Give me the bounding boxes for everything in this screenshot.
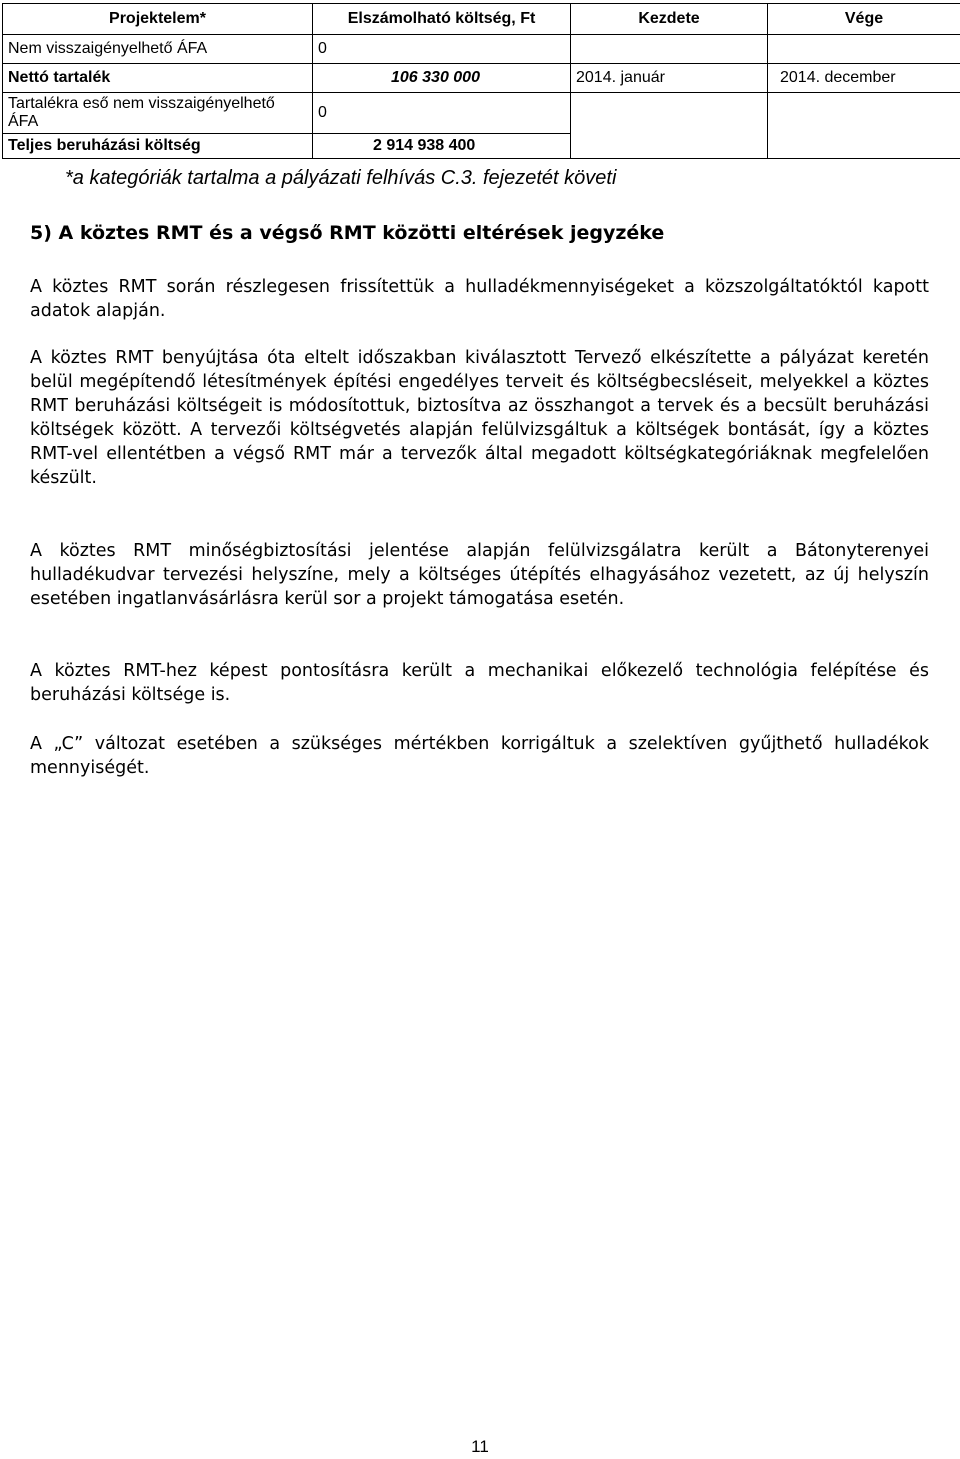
paragraph: A köztes RMT során részlegesen frissítettük a hulladékmennyiségeket a közszolgáltatóktól kapott adatok alapján. xyxy=(30,277,929,321)
row-value: 0 xyxy=(313,35,571,64)
row-start-empty xyxy=(571,134,768,159)
header-eligible-cost: Elszámolható költség, Ft xyxy=(313,4,571,35)
row-end-empty xyxy=(768,93,960,134)
header-start: Kezdete xyxy=(571,4,768,35)
table-row xyxy=(3,93,960,134)
row-end-empty xyxy=(768,35,960,64)
row-value: 0 xyxy=(313,93,571,134)
paragraph: A köztes RMT-hez képest pontosításra került a mechanikai előkezelő technológia felépítése és beruházási költsége is. xyxy=(30,661,929,705)
row-start-empty xyxy=(571,35,768,64)
paragraph: A köztes RMT benyújtása óta eltelt időszakban kiválasztott Tervező elkészítette a pályázat keretén belül megépítendő létesítmények építési engedélyes terveit és költségbecsléseit, melyekkel a köztes RMT beruházási költségeit is módosítottuk, biztosítva az összhangot a tervek és a becsült beruházási költségek között. A tervezői költségvetés alapján felülvizsgáltuk a költségek bontását, így a köztes RMT-vel ellentétben a végső RMT már a tervezők által megadott költségkategóriáknak megfelelően készült. xyxy=(30,348,929,488)
table-row xyxy=(3,64,960,93)
row-start: 2014. január xyxy=(571,64,768,93)
table-footnote: *a kategóriák tartalma a pályázati felhívás C.3. fejezetét követi xyxy=(65,167,617,189)
row-label: Nettó tartalék xyxy=(3,64,313,93)
paragraph: A „C” változat esetében a szükséges mértékben korrigáltuk a szelektíven gyűjthető hulladékok mennyiségét. xyxy=(30,734,929,778)
row-end-empty xyxy=(768,134,960,159)
row-label: Teljes beruházási költség xyxy=(3,134,313,159)
table-row xyxy=(3,134,960,159)
section-heading: 5) A köztes RMT és a végső RMT közötti eltérések jegyzéke xyxy=(30,222,665,244)
row-label: Nem visszaigényelhető ÁFA xyxy=(3,35,313,64)
row-value: 2 914 938 400 xyxy=(313,134,571,159)
table-header-row xyxy=(3,4,960,35)
cost-table xyxy=(2,3,960,159)
header-project-element: Projektelem* xyxy=(3,4,313,35)
header-end: Vége xyxy=(768,4,960,35)
page-number: 11 xyxy=(471,1437,489,1456)
row-value: 106 330 000 xyxy=(313,64,571,93)
row-label: Tartalékra eső nem visszaigényelhető ÁFA xyxy=(3,93,313,134)
row-start-empty xyxy=(571,93,768,134)
paragraph: A köztes RMT minőségbiztosítási jelentése alapján felülvizsgálatra került a Bátonyterenyei hulladékudvar tervezési helyszíne, mely a költséges útépítés elhagyásához vezetett, az új helyszín esetében ingatlanvásárlásra kerül sor a projekt támogatása esetén. xyxy=(30,541,929,609)
table-row xyxy=(3,35,960,64)
row-end: 2014. december xyxy=(768,64,960,93)
